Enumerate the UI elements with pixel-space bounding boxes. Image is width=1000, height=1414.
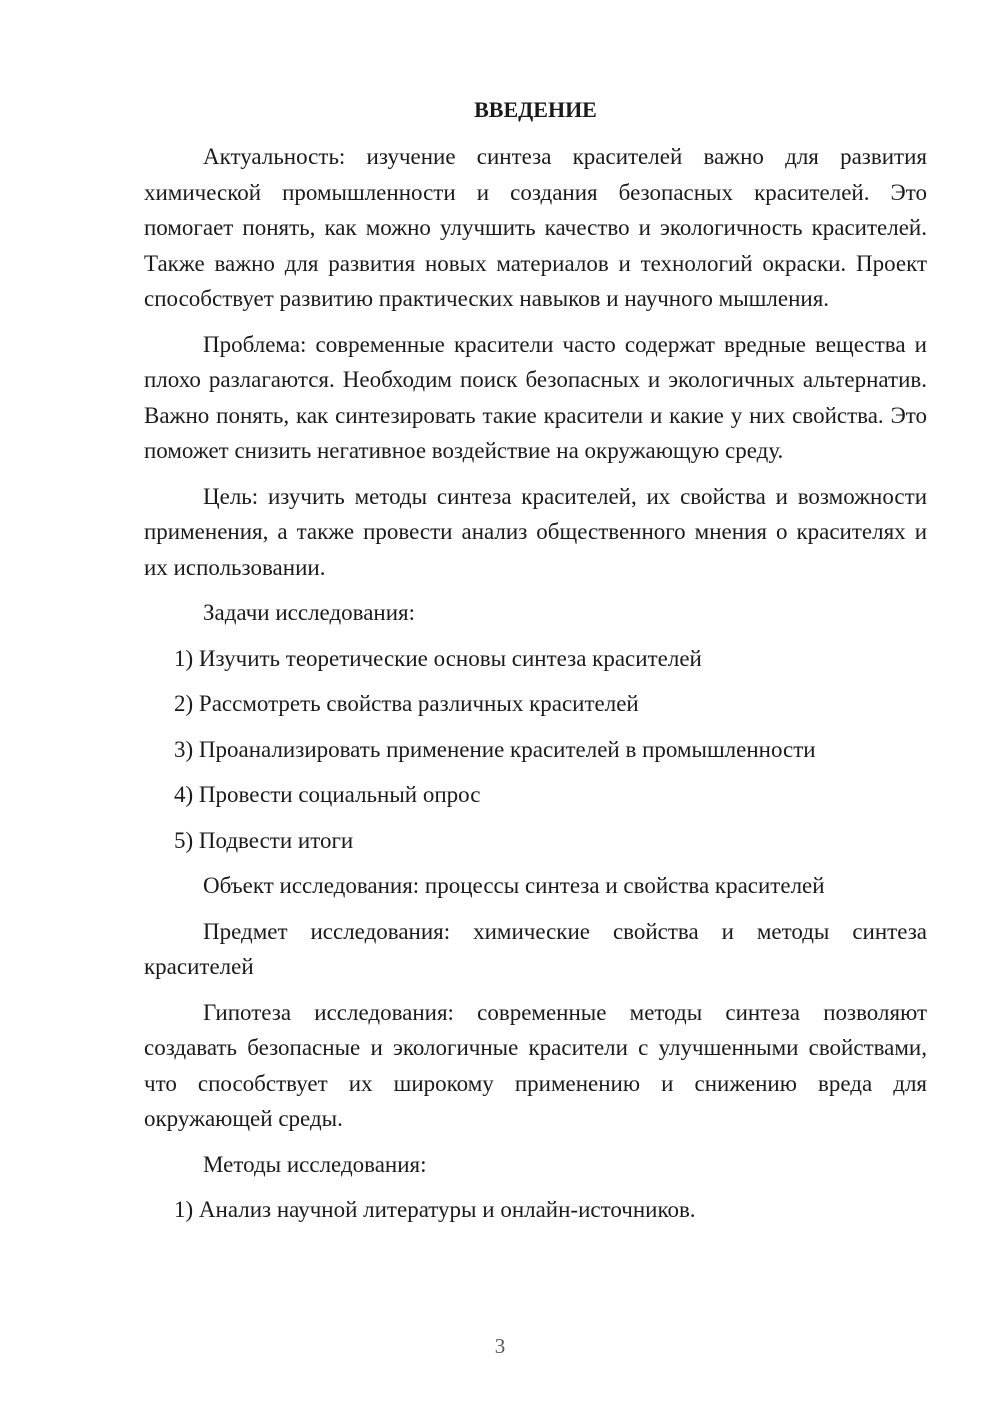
goal-paragraph: Цель: изучить методы синтеза красителей, их свойства и возможности применения, а также провести анализ общественного мнения о красителях и их использовании. <box>144 483 927 580</box>
problem-paragraph: Проблема: современные красители часто содержат вредные вещества и плохо разлагаются. Необходим поиск безопасных и экологичных альтернатив. Важно понять, как синтезировать такие красители и какие у них свойства. Это поможет снизить негативное воздействие на окружающую среду. <box>144 331 927 463</box>
section-title: ВВЕДЕНИЕ <box>474 97 597 122</box>
page-content <box>144 94 927 1238</box>
task-item: 4) Провести социальный опрос <box>174 782 481 807</box>
task-item: 2) Рассмотреть свойства различных красителей <box>174 691 639 716</box>
object-paragraph: Объект исследования: процессы синтеза и свойства красителей <box>203 873 825 898</box>
hypothesis-paragraph: Гипотеза исследования: современные методы синтеза позволяют создавать безопасные и экологичные красители с улучшенными свойствами, что способствует их широкому применению и снижению вреда для окружающей среды. <box>144 999 927 1131</box>
method-item: 1) Анализ научной литературы и онлайн-источников. <box>174 1197 696 1222</box>
methods-heading: Методы исследования: <box>203 1151 427 1177</box>
task-item: 3) Проанализировать применение красителей в промышленности <box>174 736 816 762</box>
tasks-heading: Задачи исследования: <box>203 600 416 625</box>
page-number: 3 <box>494 1334 506 1358</box>
task-item: 5) Подвести итоги <box>174 827 354 853</box>
subject-paragraph: Предмет исследования: химические свойства и методы синтеза красителей <box>144 918 927 979</box>
task-item: 1) Изучить теоретические основы синтеза красителей <box>174 645 702 671</box>
relevance-paragraph: Актуальность: изучение синтеза красителей важно для развития химической промышленности и создания безопасных красителей. Это помогает понять, как можно улучшить качество и экологичность красителей. Также важно для развития новых материалов и технологий окраски. Проект способствует развитию практических навыков и научного мышления. <box>144 144 927 311</box>
